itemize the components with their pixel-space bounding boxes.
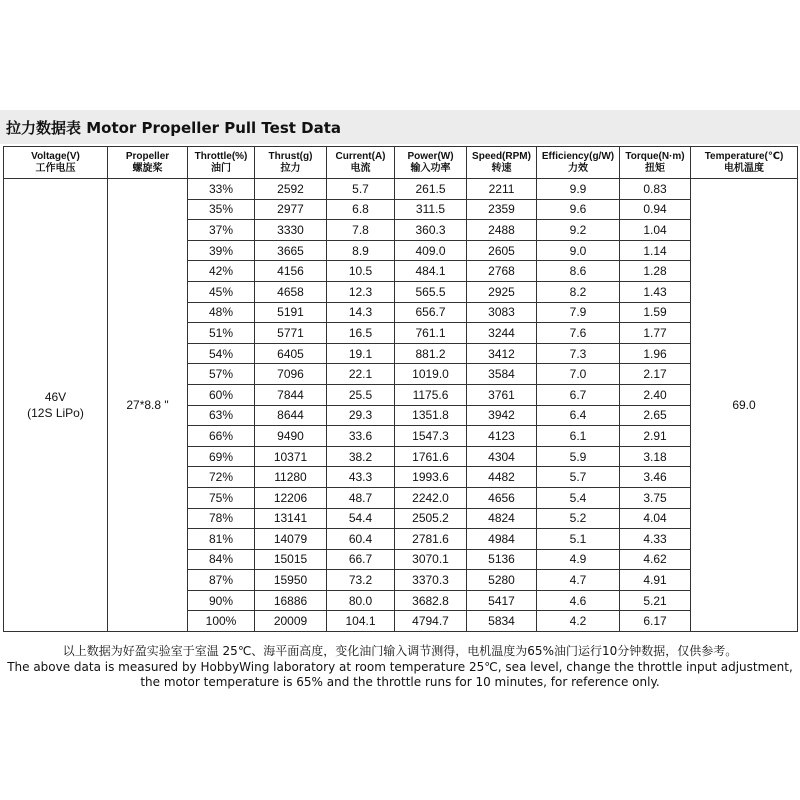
current-cell: 14.3: [327, 302, 395, 323]
thrust-cell: 5191: [255, 302, 327, 323]
torque-cell: 1.96: [620, 343, 691, 364]
power-cell: 1175.6: [395, 384, 467, 405]
column-header: [395, 147, 467, 179]
speed-cell: 4304: [467, 446, 537, 467]
table-title-bar: [0, 110, 800, 144]
torque-cell: 2.91: [620, 426, 691, 447]
throttle-cell: 72%: [188, 467, 255, 488]
column-header: [188, 147, 255, 179]
thrust-cell: 4658: [255, 281, 327, 302]
torque-cell: 3.46: [620, 467, 691, 488]
efficiency-cell: 4.2: [537, 611, 620, 632]
column-header: [467, 147, 537, 179]
power-cell: 881.2: [395, 343, 467, 364]
throttle-cell: 87%: [188, 570, 255, 591]
power-cell: 4794.7: [395, 611, 467, 632]
column-header-zh: 力效: [568, 162, 588, 174]
efficiency-cell: 4.7: [537, 570, 620, 591]
power-cell: 2242.0: [395, 487, 467, 508]
speed-cell: 2488: [467, 220, 537, 241]
thrust-cell: 4156: [255, 261, 327, 282]
efficiency-cell: 5.9: [537, 446, 620, 467]
current-cell: 7.8: [327, 220, 395, 241]
throttle-cell: 75%: [188, 487, 255, 508]
torque-cell: 4.04: [620, 508, 691, 529]
current-cell: 48.7: [327, 487, 395, 508]
torque-cell: 2.17: [620, 364, 691, 385]
power-cell: 1351.8: [395, 405, 467, 426]
table-title: 拉力数据表 Motor Propeller Pull Test Data: [6, 118, 342, 137]
speed-cell: 2768: [467, 261, 537, 282]
thrust-cell: 13141: [255, 508, 327, 529]
current-cell: 29.3: [327, 405, 395, 426]
thrust-cell: 11280: [255, 467, 327, 488]
torque-cell: 4.91: [620, 570, 691, 591]
thrust-cell: 10371: [255, 446, 327, 467]
throttle-cell: 100%: [188, 611, 255, 632]
current-cell: 22.1: [327, 364, 395, 385]
temperature-cell: 69.0: [691, 179, 798, 632]
current-cell: 10.5: [327, 261, 395, 282]
power-cell: 3370.3: [395, 570, 467, 591]
column-header-zh: 油门: [211, 162, 231, 174]
torque-cell: 1.28: [620, 261, 691, 282]
power-cell: 2505.2: [395, 508, 467, 529]
power-cell: 1993.6: [395, 467, 467, 488]
power-cell: 409.0: [395, 240, 467, 261]
column-header-zh: 螺旋桨: [132, 162, 163, 174]
thrust-cell: 8644: [255, 405, 327, 426]
throttle-cell: 60%: [188, 384, 255, 405]
column-header: [620, 147, 691, 179]
speed-cell: 4984: [467, 529, 537, 550]
voltage-cell: [4, 179, 108, 632]
throttle-cell: 63%: [188, 405, 255, 426]
throttle-cell: 33%: [188, 179, 255, 200]
table-row: [4, 179, 798, 200]
current-cell: 104.1: [327, 611, 395, 632]
speed-cell: 3584: [467, 364, 537, 385]
efficiency-cell: 6.1: [537, 426, 620, 447]
speed-cell: 3244: [467, 323, 537, 344]
thrust-cell: 2977: [255, 199, 327, 220]
throttle-cell: 84%: [188, 549, 255, 570]
column-header-en: Throttle(%): [194, 150, 248, 162]
thrust-cell: 15015: [255, 549, 327, 570]
column-header-en: Power(W): [407, 150, 454, 162]
thrust-cell: 2592: [255, 179, 327, 200]
efficiency-cell: 5.1: [537, 529, 620, 550]
efficiency-cell: 5.2: [537, 508, 620, 529]
speed-cell: 4824: [467, 508, 537, 529]
current-cell: 33.6: [327, 426, 395, 447]
column-header-en: Current(A): [335, 150, 386, 162]
column-header-en: Temperature(℃): [704, 150, 784, 162]
thrust-cell: 15950: [255, 570, 327, 591]
column-header-zh: 输入功率: [410, 162, 451, 174]
speed-cell: 2925: [467, 281, 537, 302]
speed-cell: 5136: [467, 549, 537, 570]
throttle-cell: 69%: [188, 446, 255, 467]
power-cell: 484.1: [395, 261, 467, 282]
current-cell: 66.7: [327, 549, 395, 570]
throttle-cell: 48%: [188, 302, 255, 323]
torque-cell: 1.14: [620, 240, 691, 261]
thrust-cell: 5771: [255, 323, 327, 344]
column-header-zh: 工作电压: [35, 162, 76, 174]
torque-cell: 4.62: [620, 549, 691, 570]
torque-cell: 5.21: [620, 590, 691, 611]
voltage-value: 46V: [44, 390, 67, 405]
power-cell: 1547.3: [395, 426, 467, 447]
voltage-note: (12S LiPo): [27, 406, 84, 421]
thrust-cell: 9490: [255, 426, 327, 447]
efficiency-cell: 5.7: [537, 467, 620, 488]
throttle-cell: 35%: [188, 199, 255, 220]
thrust-cell: 12206: [255, 487, 327, 508]
table-body: [4, 179, 798, 632]
speed-cell: 5280: [467, 570, 537, 591]
propeller-cell: 27*8.8 ": [108, 179, 188, 632]
power-cell: 3682.8: [395, 590, 467, 611]
current-cell: 12.3: [327, 281, 395, 302]
speed-cell: 3412: [467, 343, 537, 364]
throttle-cell: 42%: [188, 261, 255, 282]
torque-cell: 3.18: [620, 446, 691, 467]
current-cell: 54.4: [327, 508, 395, 529]
torque-cell: 1.04: [620, 220, 691, 241]
efficiency-cell: 9.2: [537, 220, 620, 241]
throttle-cell: 37%: [188, 220, 255, 241]
column-header-en: Voltage(V): [31, 150, 80, 162]
speed-cell: 5417: [467, 590, 537, 611]
thrust-cell: 3330: [255, 220, 327, 241]
efficiency-cell: 9.6: [537, 199, 620, 220]
column-header: [537, 147, 620, 179]
column-header-en: Speed(RPM): [472, 150, 531, 162]
current-cell: 38.2: [327, 446, 395, 467]
throttle-cell: 57%: [188, 364, 255, 385]
thrust-cell: 7096: [255, 364, 327, 385]
table-header: [4, 147, 798, 179]
torque-cell: 4.33: [620, 529, 691, 550]
column-header-zh: 扭矩: [645, 162, 665, 174]
current-cell: 60.4: [327, 529, 395, 550]
thrust-cell: 6405: [255, 343, 327, 364]
pull-test-table: [3, 146, 798, 632]
efficiency-cell: 6.7: [537, 384, 620, 405]
column-header: [691, 147, 798, 179]
throttle-cell: 45%: [188, 281, 255, 302]
speed-cell: 4482: [467, 467, 537, 488]
speed-cell: 2359: [467, 199, 537, 220]
efficiency-cell: 4.9: [537, 549, 620, 570]
throttle-cell: 78%: [188, 508, 255, 529]
power-cell: 2781.6: [395, 529, 467, 550]
column-header-zh: 转速: [491, 162, 512, 174]
efficiency-cell: 4.6: [537, 590, 620, 611]
torque-cell: 1.77: [620, 323, 691, 344]
thrust-cell: 14079: [255, 529, 327, 550]
speed-cell: 5834: [467, 611, 537, 632]
torque-cell: 1.59: [620, 302, 691, 323]
column-header-en: Efficiency(g/W): [541, 150, 615, 162]
column-header: [255, 147, 327, 179]
column-header: [108, 147, 188, 179]
power-cell: 360.3: [395, 220, 467, 241]
speed-cell: 3942: [467, 405, 537, 426]
footnote: [6, 644, 794, 691]
speed-cell: 2605: [467, 240, 537, 261]
thrust-cell: 7844: [255, 384, 327, 405]
throttle-cell: 81%: [188, 529, 255, 550]
thrust-cell: 3665: [255, 240, 327, 261]
current-cell: 5.7: [327, 179, 395, 200]
column-header: [327, 147, 395, 179]
current-cell: 8.9: [327, 240, 395, 261]
current-cell: 6.8: [327, 199, 395, 220]
power-cell: 261.5: [395, 179, 467, 200]
speed-cell: 4656: [467, 487, 537, 508]
efficiency-cell: 8.2: [537, 281, 620, 302]
throttle-cell: 54%: [188, 343, 255, 364]
throttle-cell: 90%: [188, 590, 255, 611]
column-header-en: Propeller: [125, 150, 170, 162]
column-header-zh: 电流: [350, 162, 371, 174]
speed-cell: 2211: [467, 179, 537, 200]
current-cell: 25.5: [327, 384, 395, 405]
current-cell: 80.0: [327, 590, 395, 611]
efficiency-cell: 9.0: [537, 240, 620, 261]
efficiency-cell: 6.4: [537, 405, 620, 426]
power-cell: 761.1: [395, 323, 467, 344]
speed-cell: 4123: [467, 426, 537, 447]
column-header-en: Thrust(g): [268, 150, 313, 162]
column-header-zh: 拉力: [280, 162, 301, 174]
torque-cell: 6.17: [620, 611, 691, 632]
column-header-zh: 电机温度: [724, 162, 764, 174]
current-cell: 16.5: [327, 323, 395, 344]
torque-cell: 1.43: [620, 281, 691, 302]
efficiency-cell: 9.9: [537, 179, 620, 200]
throttle-cell: 66%: [188, 426, 255, 447]
power-cell: 1761.6: [395, 446, 467, 467]
efficiency-cell: 7.6: [537, 323, 620, 344]
power-cell: 1019.0: [395, 364, 467, 385]
torque-cell: 0.83: [620, 179, 691, 200]
efficiency-cell: 8.6: [537, 261, 620, 282]
efficiency-cell: 7.9: [537, 302, 620, 323]
current-cell: 43.3: [327, 467, 395, 488]
column-header-en: Torque(N·m): [625, 150, 685, 162]
speed-cell: 3083: [467, 302, 537, 323]
current-cell: 73.2: [327, 570, 395, 591]
footnote-chinese: 以上数据为好盈实验室于室温 25℃、海平面高度，变化油门输入调节测得，电机温度为65%油门运行10分钟数据，仅供参考。: [62, 644, 738, 658]
efficiency-cell: 7.3: [537, 343, 620, 364]
efficiency-cell: 5.4: [537, 487, 620, 508]
power-cell: 3070.1: [395, 549, 467, 570]
power-cell: 565.5: [395, 281, 467, 302]
torque-cell: 2.40: [620, 384, 691, 405]
footnote-english: The above data is measured by HobbyWing laboratory at room temperature 25℃, sea level, change the throttle input adjustment, the motor temperature is 65% and the throttle runs for 10 minutes, for reference only.: [7, 659, 793, 689]
torque-cell: 2.65: [620, 405, 691, 426]
speed-cell: 3761: [467, 384, 537, 405]
power-cell: 311.5: [395, 199, 467, 220]
power-cell: 656.7: [395, 302, 467, 323]
torque-cell: 0.94: [620, 199, 691, 220]
thrust-cell: 16886: [255, 590, 327, 611]
throttle-cell: 51%: [188, 323, 255, 344]
column-header: [4, 147, 108, 179]
thrust-cell: 20009: [255, 611, 327, 632]
efficiency-cell: 7.0: [537, 364, 620, 385]
throttle-cell: 39%: [188, 240, 255, 261]
current-cell: 19.1: [327, 343, 395, 364]
header-row: [4, 147, 798, 179]
torque-cell: 3.75: [620, 487, 691, 508]
